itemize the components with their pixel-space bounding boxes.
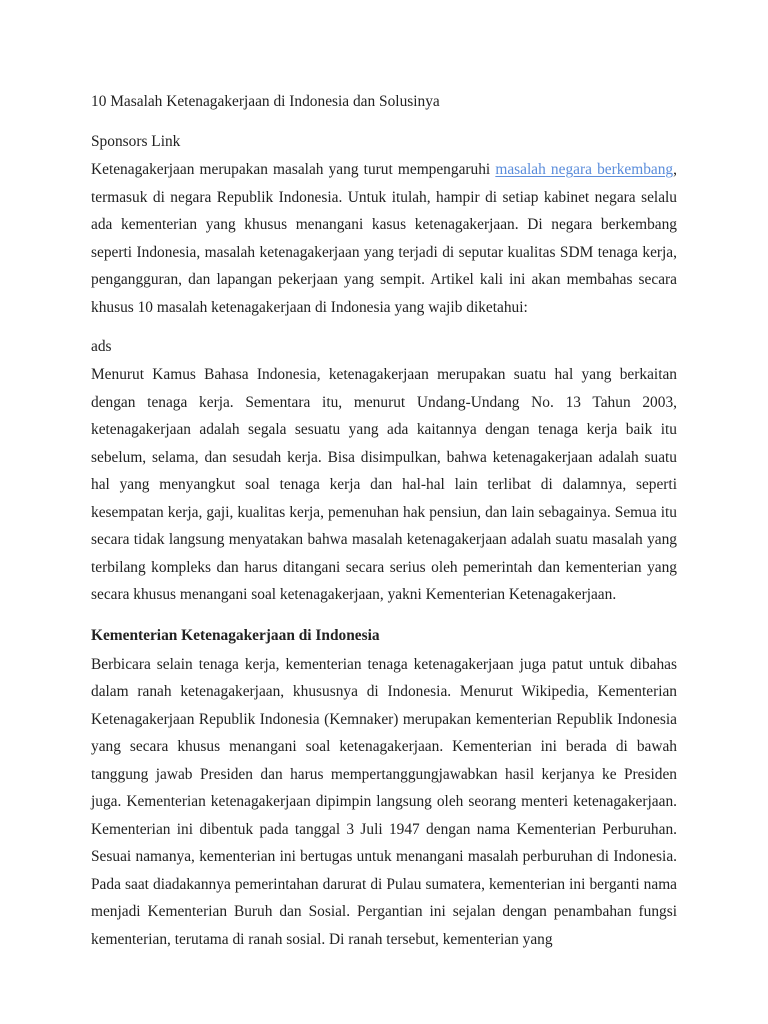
masalah-negara-berkembang-link[interactable]: masalah negara berkembang [495, 161, 674, 178]
document-page [91, 86, 677, 953]
intro-text-start: Ketenagakerjaan merupakan masalah yang turut mempengaruhi [91, 161, 496, 178]
sponsors-link-label: Sponsors Link [91, 133, 181, 150]
ads-label: ads [91, 338, 112, 355]
intro-paragraph [91, 156, 677, 321]
ministry-paragraph: Berbicara selain tenaga kerja, kementerian tenaga ketenagakerjaan juga patut untuk dibahas dalam ranah ketenagakerjaan, khususnya di Indonesia. Menurut Wikipedia, Kementerian Ketenagakerjaan Republik Indonesia (Kemnaker) merupakan kementerian Republik Indonesia yang secara khusus menangani soal ketenagakerjaan. Kementerian ini berada di bawah tanggung jawab Presiden dan harus mempertanggungjawabkan hasil kerjanya ke Presiden juga. Kementerian ketenagakerjaan dipimpin langsung oleh seorang menteri ketenagakerjaan. Kementerian ini dibentuk pada tanggal 3 Juli 1947 dengan nama Kementerian Perburuhan. Sesuai namanya, kementerian ini bertugas untuk menangani masalah perburuhan di Indonesia. Pada saat diadakannya pemerintahan darurat di Pulau sumatera, kementerian ini berganti nama menjadi Kementerian Buruh dan Sosial. Pergantian ini sejalan dengan penambahan fungsi kementerian, terutama di ranah sosial. Di ranah tersebut, kementerian yang [91, 655, 677, 948]
document-title: 10 Masalah Ketenagakerjaan di Indonesia dan Solusinya [91, 93, 440, 110]
section-heading: Kementerian Ketenagakerjaan di Indonesia [91, 626, 380, 644]
intro-text-rest: , termasuk di negara Republik Indonesia. Untuk itulah, hampir di setiap kabinet negara selalu ada kementerian yang khusus menangani kasus ketenagakerjaan. Di negara berkembang seperti Indonesia, masalah ketenagakerjaan yang terjadi di seputar kualitas SDM tenaga kerja, pengangguran, dan lapangan pekerjaan yang sempit. Artikel kali ini akan membahas secara khusus 10 masalah ketenagakerjaan di Indonesia yang wajib diketahui: [91, 161, 677, 316]
definition-paragraph: Menurut Kamus Bahasa Indonesia, ketenagakerjaan merupakan suatu hal yang berkaitan dengan tenaga kerja. Sementara itu, menurut Undang-Undang No. 13 Tahun 2003, ketenagakerjaan adalah segala sesuatu yang ada kaitannya dengan tenaga kerja baik itu sebelum, selama, dan sesudah kerja. Bisa disimpulkan, bahwa ketenagakerjaan adalah suatu hal yang menyangkut soal tenaga kerja dan hal-hal lain terlibat di dalamnya, seperti kesempatan kerja, gaji, kualitas kerja, pemenuhan hak pensiun, dan lain sebagainya. Semua itu secara tidak langsung menyatakan bahwa masalah ketenagakerjaan adalah suatu masalah yang terbilang kompleks dan harus ditangani secara serius oleh pemerintah dan kementerian yang secara khusus menangani soal ketenagakerjaan, yakni Kementerian Ketenagakerjaan. [91, 366, 677, 603]
